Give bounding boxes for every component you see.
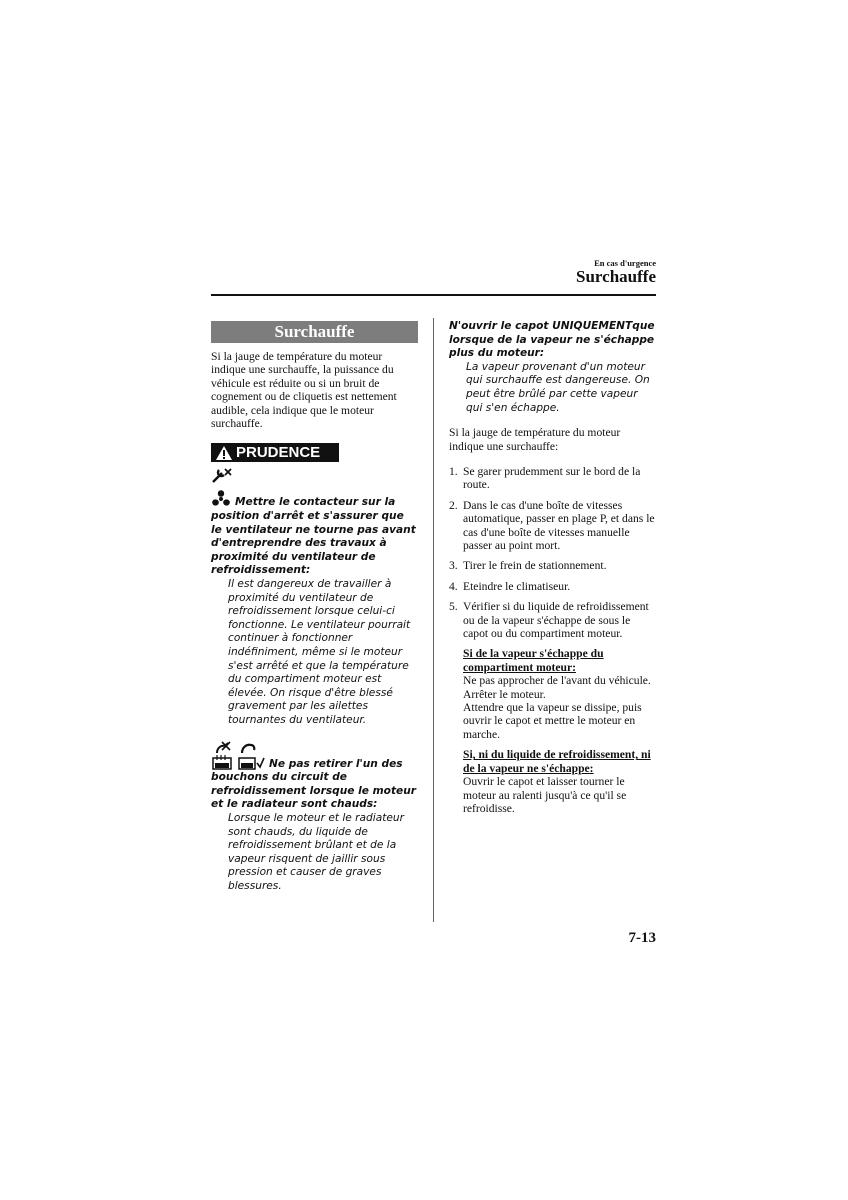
page-title: Surchauffe [576, 267, 656, 286]
warning-heading-text: Mettre le contacteur sur la position d'arrêt et s'assurer que le ventilateur ne tourne pas avant d'entreprendre des travaux à proximité du ventilateur de refroidissement: [211, 496, 416, 577]
list-item [449, 580, 656, 593]
intro-paragraph: Si la jauge de température du moteur indique une surchauffe, la puissance du véhicule est réduite ou si un bruit de cognement ou de cliquetis est nettement audible, cela indique que le moteur surchauffe. [211, 350, 397, 431]
fan-icon [211, 490, 231, 508]
case-steam [449, 647, 656, 741]
no-wrench-icon [211, 467, 233, 485]
column-divider [433, 318, 434, 922]
hood-warning-heading: N'ouvrir le capot UNIQUEMENTque lorsque de la vapeur ne s'échappe plus du moteur: [449, 320, 655, 360]
warning-heading [211, 754, 418, 812]
list-item [449, 600, 656, 640]
section-label: En cas d'urgence [594, 258, 656, 268]
page-number: 7-13 [628, 930, 656, 946]
header-rule [211, 294, 656, 296]
case-heading: Si, ni du liquide de refroidissement, ni de la vapeur ne s'échappe: [463, 748, 651, 775]
case-line: Attendre que la vapeur se dissipe, puis ouvrir le capot et mettre le moteur en marche. [463, 701, 642, 741]
warning-triangle-icon [215, 445, 233, 461]
section-title-box: Surchauffe [211, 321, 418, 343]
list-item [449, 559, 656, 572]
warning-heading [211, 490, 418, 578]
left-column [211, 321, 418, 893]
icon-row [213, 740, 418, 754]
hood-warning-body: La vapeur provenant d'un moteur qui surchauffe est dangereuse. On peut être brûlé par cette vapeur qui s'en échappe. [466, 360, 650, 414]
step-text: Vérifier si du liquide de refroidissement ou de la vapeur s'échappe de sous le capot ou du compartiment moteur. [463, 600, 649, 641]
warning-body: Lorsque le moteur et le radiateur sont chauds, du liquide de refroidissement brûlant et de la vapeur risquent de jaillir sous pression et causer de graves blessures. [228, 811, 404, 892]
case-line: Ouvrir le capot et laisser tourner le moteur au ralenti jusqu'à ce qu'il se refroidisse. [463, 775, 627, 815]
procedure-steps [449, 465, 656, 640]
step-text: Dans le cas d'une boîte de vitesses automatique, passer en plage P, et dans le cas d'une boîte de vitesses manuelle passer au point mort. [463, 498, 655, 552]
cool-radiator-check-icon [237, 754, 265, 770]
case-heading: Si de la vapeur s'échappe du compartiment moteur: [463, 647, 604, 674]
procedure-intro: Si la jauge de température du moteur indique une surchauffe: [449, 426, 621, 453]
warning-item [211, 467, 418, 727]
step-number: 1. [449, 464, 458, 478]
list-item [449, 465, 656, 492]
step-number: 3. [449, 559, 458, 573]
no-hand-icon [213, 740, 233, 754]
warning-body: Il est dangereux de travailler à proximité du ventilateur de refroidissement lorsque celui-ci fonctionne. Le ventilateur pourrait continuer à fonctionner indéfiniment, même si le moteur s'est arrêté et que la température du compartiment moteur est élevée. On risque d'être blessé gravement par les ailettes tournantes du ventilateur. [228, 578, 411, 726]
hot-radiator-icon [211, 754, 233, 770]
step-text: Se garer prudemment sur le bord de la route. [463, 464, 641, 492]
step-number: 5. [449, 600, 458, 614]
warning-heading-text: Ne pas retirer l'un des bouchons du circuit de refroidissement lorsque le moteur et le radiateur sont chauds: [211, 757, 416, 811]
list-item [449, 499, 656, 553]
caution-banner [211, 443, 339, 462]
warning-item [211, 740, 418, 894]
caution-label: PRUDENCE [236, 444, 321, 462]
right-column [449, 320, 656, 815]
case-line: Ne pas approcher de l'avant du véhicule. Arrêter le moteur. [463, 674, 651, 701]
step-text: Tirer le frein de stationnement. [463, 559, 607, 573]
case-no-steam [449, 748, 656, 815]
step-text: Eteindre le climatiseur. [463, 579, 571, 593]
hand-cap-icon [239, 740, 257, 754]
step-number: 2. [449, 498, 458, 512]
step-number: 4. [449, 579, 458, 593]
